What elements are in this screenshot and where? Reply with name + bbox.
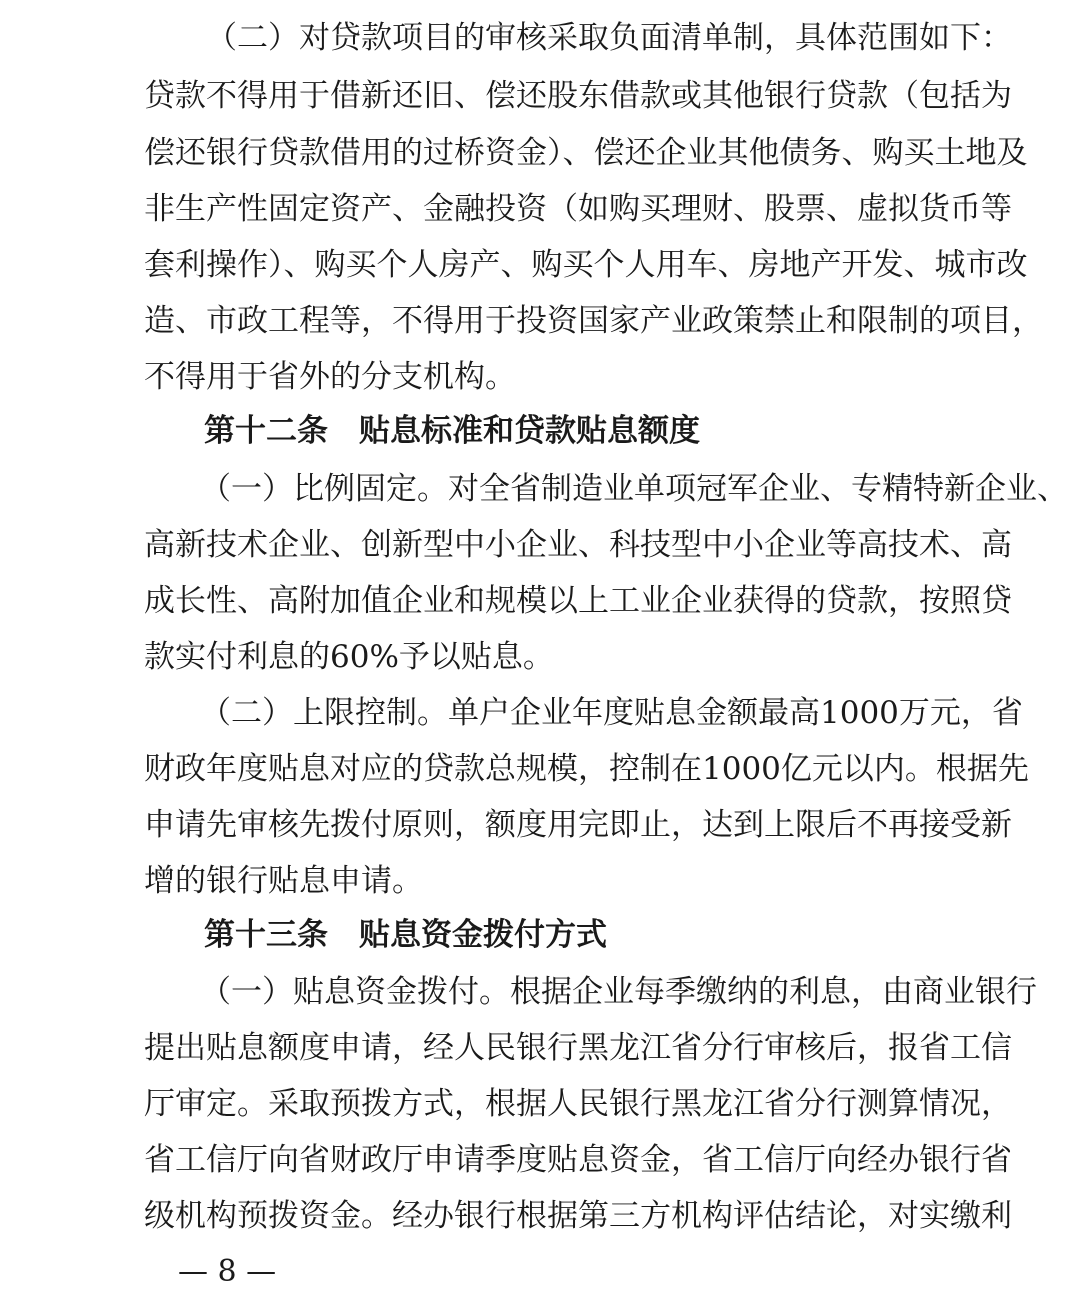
paragraph-line: 不得用于省外的分支机构。	[144, 359, 516, 395]
article-heading: 第十二条 贴息标准和贷款贴息额度	[204, 413, 700, 449]
paragraph-line: 级机构预拨资金。经办银行根据第三方机构评估结论，对实缴利	[144, 1198, 1012, 1234]
paragraph-line: （二）对贷款项目的审核采取负面清单制，具体范围如下：	[206, 20, 1012, 56]
paragraph-line: 增的银行贴息申请。	[144, 863, 423, 899]
paragraph-line: 高新技术企业、创新型中小企业、科技型中小企业等高技术、高	[144, 527, 1012, 563]
paragraph-line: 申请先审核先拨付原则，额度用完即止，达到上限后不再接受新	[144, 807, 1012, 843]
paragraph-line: 款实付利息的60%予以贴息。	[144, 639, 554, 675]
paragraph-line: （一）贴息资金拨付。根据企业每季缴纳的利息，由商业银行	[200, 974, 1037, 1010]
paragraph-line: （一）比例固定。对全省制造业单项冠军企业、专精特新企业、	[200, 471, 1068, 507]
paragraph-line: （二）上限控制。单户企业年度贴息金额最高1000万元，省	[200, 695, 1023, 731]
paragraph-line: 财政年度贴息对应的贷款总规模，控制在1000亿元以内。根据先	[144, 751, 1029, 787]
paragraph-line: 套利操作）、购买个人房产、购买个人用车、房地产开发、城市改	[144, 247, 1028, 283]
paragraph-line: 贷款不得用于借新还旧、偿还股东借款或其他银行贷款（包括为	[144, 78, 1012, 114]
paragraph-line: 偿还银行贷款借用的过桥资金）、偿还企业其他债务、购买土地及	[144, 135, 1028, 171]
paragraph-line: 造、市政工程等，不得用于投资国家产业政策禁止和限制的项目，	[144, 303, 1043, 339]
page-number: — 8 —	[178, 1254, 277, 1289]
paragraph-line: 成长性、高附加值企业和规模以上工业企业获得的贷款，按照贷	[144, 583, 1012, 619]
paragraph-line: 厅审定。采取预拨方式，根据人民银行黑龙江省分行测算情况，	[144, 1086, 1012, 1122]
paragraph-line: 省工信厅向省财政厅申请季度贴息资金，省工信厅向经办银行省	[144, 1142, 1012, 1178]
paragraph-line: 非生产性固定资产、金融投资（如购买理财、股票、虚拟货币等	[144, 191, 1012, 227]
paragraph-line: 提出贴息额度申请，经人民银行黑龙江省分行审核后，报省工信	[144, 1030, 1012, 1066]
article-heading: 第十三条 贴息资金拨付方式	[204, 917, 607, 953]
